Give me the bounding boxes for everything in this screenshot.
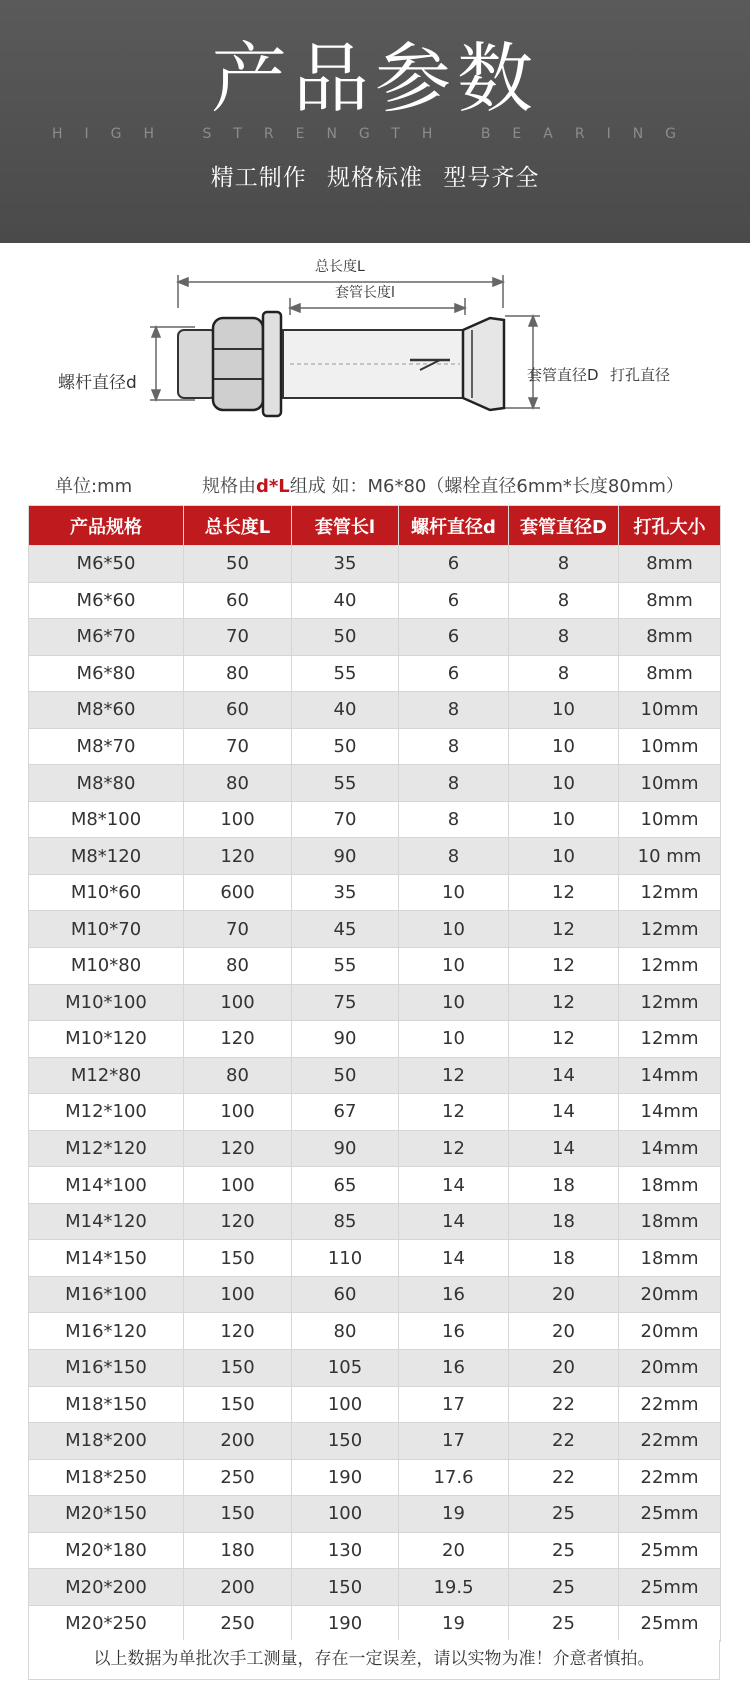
cell-sleeve-diameter: 8 [509,582,619,619]
cell-sleeve-length: 35 [292,546,399,583]
cell-sleeve-length: 100 [292,1496,399,1533]
cell-sleeve-length: 75 [292,984,399,1021]
cell-sleeve-diameter: 10 [509,765,619,802]
cell-sleeve-diameter: 10 [509,801,619,838]
cell-screw-diameter: 8 [399,728,509,765]
cell-total-length: 70 [184,728,292,765]
cell-sleeve-length: 190 [292,1605,399,1642]
cell-screw-diameter: 8 [399,801,509,838]
table-row [29,1496,721,1533]
cell-total-length: 60 [184,692,292,729]
cell-model: M12*100 [29,1094,184,1131]
cell-model: M10*80 [29,948,184,985]
cell-screw-diameter: 6 [399,619,509,656]
cell-total-length: 100 [184,1094,292,1131]
table-row [29,874,721,911]
cell-hole-size: 10mm [619,692,721,729]
cell-model: M12*80 [29,1057,184,1094]
cell-hole-size: 12mm [619,948,721,985]
cell-hole-size: 18mm [619,1240,721,1277]
cell-sleeve-diameter: 22 [509,1386,619,1423]
cell-screw-diameter: 17.6 [399,1459,509,1496]
cell-total-length: 100 [184,984,292,1021]
spec-table-wrapper [28,505,720,1642]
table-header-row [29,506,721,546]
table-row [29,911,721,948]
cell-sleeve-diameter: 18 [509,1167,619,1204]
cell-total-length: 50 [184,546,292,583]
cell-sleeve-diameter: 8 [509,619,619,656]
header-banner [0,0,750,243]
cell-model: M18*150 [29,1386,184,1423]
total-length-label: 总长度L [315,259,365,275]
cell-hole-size: 25mm [619,1496,721,1533]
cell-model: M18*250 [29,1459,184,1496]
cell-hole-size: 12mm [619,984,721,1021]
cell-model: M10*60 [29,874,184,911]
cell-hole-size: 18mm [619,1167,721,1204]
sleeve-diameter-label: 套管直径D [527,366,599,384]
cell-total-length: 120 [184,838,292,875]
cell-screw-diameter: 17 [399,1386,509,1423]
cell-screw-diameter: 16 [399,1313,509,1350]
cell-total-length: 80 [184,765,292,802]
cell-hole-size: 18mm [619,1203,721,1240]
cell-model: M6*70 [29,619,184,656]
table-row [29,1569,721,1606]
table-row [29,1350,721,1387]
cell-sleeve-diameter: 10 [509,692,619,729]
cell-screw-diameter: 12 [399,1094,509,1131]
cell-model: M12*120 [29,1130,184,1167]
cell-total-length: 80 [184,948,292,985]
table-row [29,655,721,692]
cell-sleeve-length: 67 [292,1094,399,1131]
cell-sleeve-length: 110 [292,1240,399,1277]
cell-sleeve-length: 100 [292,1386,399,1423]
cell-hole-size: 10mm [619,801,721,838]
cell-sleeve-length: 150 [292,1569,399,1606]
cell-total-length: 60 [184,582,292,619]
cell-sleeve-diameter: 10 [509,838,619,875]
cell-total-length: 150 [184,1350,292,1387]
cell-sleeve-length: 85 [292,1203,399,1240]
cell-screw-diameter: 20 [399,1532,509,1569]
cell-sleeve-diameter: 22 [509,1459,619,1496]
table-row [29,1605,721,1642]
cell-screw-diameter: 12 [399,1130,509,1167]
cell-total-length: 80 [184,655,292,692]
cell-sleeve-length: 55 [292,948,399,985]
page-subtitle: HIGH STRENGTH BEARING [51,126,699,142]
cell-screw-diameter: 14 [399,1167,509,1204]
cell-screw-diameter: 8 [399,838,509,875]
header-sleeve-diameter: 套管直径D [509,506,619,546]
table-row [29,1240,721,1277]
page-title: 产品参数 [211,34,539,123]
cell-sleeve-length: 35 [292,874,399,911]
cell-sleeve-length: 90 [292,838,399,875]
cell-screw-diameter: 16 [399,1350,509,1387]
cell-sleeve-length: 70 [292,801,399,838]
spec-highlight: d*L [256,476,290,497]
cell-sleeve-diameter: 20 [509,1313,619,1350]
cell-model: M10*100 [29,984,184,1021]
cell-model: M16*150 [29,1350,184,1387]
cell-sleeve-diameter: 8 [509,655,619,692]
cell-sleeve-diameter: 18 [509,1203,619,1240]
cell-sleeve-length: 90 [292,1130,399,1167]
anchor-bolt-diagram [0,260,750,420]
cell-sleeve-diameter: 10 [509,728,619,765]
cell-screw-diameter: 6 [399,655,509,692]
cell-model: M8*80 [29,765,184,802]
cell-sleeve-diameter: 8 [509,546,619,583]
cell-sleeve-length: 60 [292,1276,399,1313]
cell-hole-size: 8mm [619,582,721,619]
cell-hole-size: 20mm [619,1313,721,1350]
table-row [29,1313,721,1350]
slogan-item: 型号齐全 [443,165,540,191]
cell-model: M16*100 [29,1276,184,1313]
cell-sleeve-length: 90 [292,1021,399,1058]
cell-sleeve-length: 130 [292,1532,399,1569]
cell-screw-diameter: 19 [399,1496,509,1533]
cell-sleeve-length: 45 [292,911,399,948]
cell-screw-diameter: 10 [399,1021,509,1058]
cell-model: M20*200 [29,1569,184,1606]
cell-sleeve-diameter: 25 [509,1532,619,1569]
table-row [29,1021,721,1058]
cell-sleeve-diameter: 20 [509,1350,619,1387]
cell-sleeve-length: 50 [292,728,399,765]
cell-sleeve-diameter: 12 [509,911,619,948]
cell-total-length: 150 [184,1386,292,1423]
cell-total-length: 120 [184,1021,292,1058]
header-model: 产品规格 [29,506,184,546]
cell-total-length: 100 [184,1276,292,1313]
cell-model: M20*150 [29,1496,184,1533]
cell-model: M14*150 [29,1240,184,1277]
cell-sleeve-diameter: 12 [509,1021,619,1058]
cell-total-length: 200 [184,1569,292,1606]
table-row [29,838,721,875]
table-row [29,801,721,838]
cell-total-length: 150 [184,1240,292,1277]
cell-sleeve-length: 105 [292,1350,399,1387]
disclaimer-note: 以上数据为单批次手工测量，存在一定误差，请以实物为准！介意者慎拍。 [28,1640,720,1680]
cell-total-length: 120 [184,1313,292,1350]
cell-model: M10*120 [29,1021,184,1058]
cell-screw-diameter: 12 [399,1057,509,1094]
cell-screw-diameter: 8 [399,765,509,802]
cell-screw-diameter: 16 [399,1276,509,1313]
cell-total-length: 120 [184,1130,292,1167]
cell-model: M6*80 [29,655,184,692]
table-row [29,546,721,583]
cell-sleeve-length: 55 [292,765,399,802]
cell-sleeve-length: 65 [292,1167,399,1204]
cell-hole-size: 25mm [619,1569,721,1606]
cell-sleeve-diameter: 14 [509,1130,619,1167]
cell-hole-size: 20mm [619,1350,721,1387]
cell-hole-size: 8mm [619,655,721,692]
table-row [29,692,721,729]
cell-hole-size: 20mm [619,1276,721,1313]
cell-hole-size: 10 mm [619,838,721,875]
unit-label: 单位:mm [55,476,133,497]
cell-sleeve-diameter: 12 [509,948,619,985]
cell-total-length: 70 [184,619,292,656]
cell-sleeve-length: 190 [292,1459,399,1496]
cell-model: M10*70 [29,911,184,948]
cell-sleeve-diameter: 25 [509,1569,619,1606]
cell-hole-size: 22mm [619,1386,721,1423]
table-row [29,1094,721,1131]
cell-model: M8*120 [29,838,184,875]
cell-hole-size: 14mm [619,1130,721,1167]
table-row [29,582,721,619]
cell-total-length: 180 [184,1532,292,1569]
cell-sleeve-diameter: 12 [509,874,619,911]
cell-model: M6*50 [29,546,184,583]
cell-hole-size: 25mm [619,1605,721,1642]
table-row [29,1459,721,1496]
cell-sleeve-diameter: 20 [509,1276,619,1313]
cell-model: M18*200 [29,1423,184,1460]
cell-model: M8*100 [29,801,184,838]
spec-table [28,505,721,1642]
cell-sleeve-length: 50 [292,619,399,656]
cell-screw-diameter: 10 [399,984,509,1021]
table-row [29,1532,721,1569]
cell-sleeve-diameter: 14 [509,1094,619,1131]
cell-sleeve-diameter: 14 [509,1057,619,1094]
cell-sleeve-diameter: 25 [509,1605,619,1642]
cell-sleeve-length: 150 [292,1423,399,1460]
table-row [29,619,721,656]
cell-hole-size: 8mm [619,619,721,656]
cell-screw-diameter: 6 [399,582,509,619]
cell-total-length: 70 [184,911,292,948]
cell-total-length: 150 [184,1496,292,1533]
table-row [29,948,721,985]
cell-model: M20*180 [29,1532,184,1569]
slogan [0,163,750,193]
cell-total-length: 100 [184,801,292,838]
cell-sleeve-diameter: 22 [509,1423,619,1460]
cell-model: M14*120 [29,1203,184,1240]
cell-screw-diameter: 8 [399,692,509,729]
cell-model: M20*250 [29,1605,184,1642]
table-row [29,984,721,1021]
cell-hole-size: 12mm [619,1021,721,1058]
cell-model: M6*60 [29,582,184,619]
cell-total-length: 100 [184,1167,292,1204]
table-row [29,1167,721,1204]
screw-diameter-label: 螺杆直径d [58,373,137,393]
cell-total-length: 600 [184,874,292,911]
cell-screw-diameter: 10 [399,948,509,985]
cell-total-length: 120 [184,1203,292,1240]
cell-hole-size: 10mm [619,765,721,802]
cell-model: M8*70 [29,728,184,765]
cell-hole-size: 12mm [619,874,721,911]
table-row [29,1203,721,1240]
table-row [29,1130,721,1167]
table-row [29,1386,721,1423]
cell-sleeve-length: 55 [292,655,399,692]
cell-screw-diameter: 19.5 [399,1569,509,1606]
cell-screw-diameter: 10 [399,911,509,948]
cell-hole-size: 22mm [619,1423,721,1460]
table-row [29,1423,721,1460]
spec-suffix: 组成 如：M6*80（螺栓直径6mm*长度80mm） [289,476,684,497]
cell-total-length: 250 [184,1459,292,1496]
cell-hole-size: 14mm [619,1057,721,1094]
cell-screw-diameter: 10 [399,874,509,911]
cell-sleeve-length: 80 [292,1313,399,1350]
cell-sleeve-diameter: 12 [509,984,619,1021]
cell-total-length: 200 [184,1423,292,1460]
cell-hole-size: 10mm [619,728,721,765]
spec-prefix: 规格由 [202,476,256,497]
hole-diameter-label: 打孔直径 [610,366,671,384]
slogan-item: 精工制作 [210,165,307,191]
cell-model: M8*60 [29,692,184,729]
table-row [29,765,721,802]
cell-sleeve-length: 40 [292,692,399,729]
cell-hole-size: 12mm [619,911,721,948]
cell-screw-diameter: 17 [399,1423,509,1460]
cell-hole-size: 8mm [619,546,721,583]
header-sleeve-length: 套管长l [292,506,399,546]
cell-hole-size: 25mm [619,1532,721,1569]
spec-format-note [202,472,684,498]
cell-sleeve-length: 50 [292,1057,399,1094]
header-total-length: 总长度L [184,506,292,546]
cell-sleeve-diameter: 18 [509,1240,619,1277]
sleeve-length-label: 套管长度l [335,285,395,301]
cell-screw-diameter: 19 [399,1605,509,1642]
cell-total-length: 250 [184,1605,292,1642]
cell-screw-diameter: 6 [399,546,509,583]
table-row [29,728,721,765]
cell-model: M14*100 [29,1167,184,1204]
cell-sleeve-length: 40 [292,582,399,619]
slogan-item: 规格标准 [327,165,423,191]
cell-hole-size: 14mm [619,1094,721,1131]
spec-note-row [0,470,750,498]
table-row [29,1276,721,1313]
header-hole-size: 打孔大小 [619,506,721,546]
cell-model: M16*120 [29,1313,184,1350]
cell-screw-diameter: 14 [399,1203,509,1240]
header-screw-diameter: 螺杆直径d [399,506,509,546]
cell-sleeve-diameter: 25 [509,1496,619,1533]
cell-screw-diameter: 14 [399,1240,509,1277]
table-row [29,1057,721,1094]
cell-hole-size: 22mm [619,1459,721,1496]
cell-total-length: 80 [184,1057,292,1094]
